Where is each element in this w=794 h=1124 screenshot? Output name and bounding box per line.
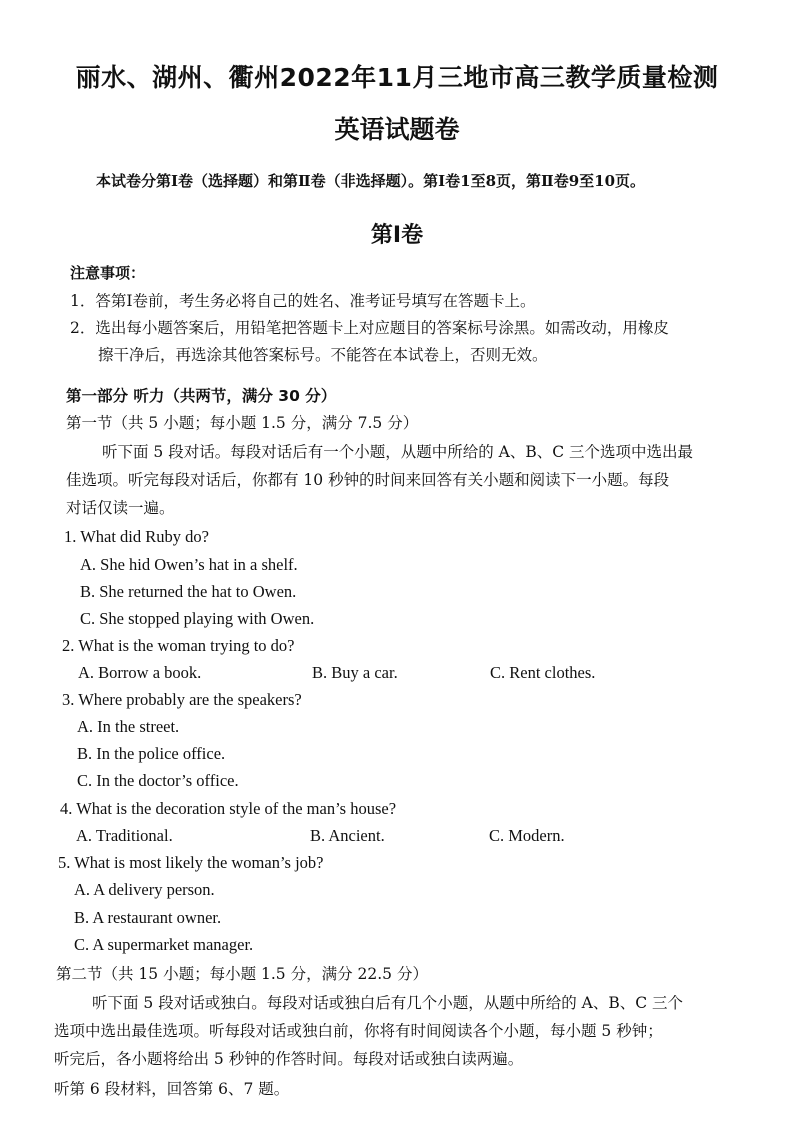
section2-instr-1: 听下面 5 段对话或独白。每段对话或独白后有几个小题，从题中所给的 A、B、C 三个: [92, 994, 684, 1012]
question-2-option-a: A. Borrow a book.: [78, 663, 202, 682]
question-4-option-c: C. Modern.: [489, 826, 565, 845]
part1-heading: 第一部分 听力（共两节，满分 30 分）: [66, 387, 337, 405]
notes-heading: 注意事项：: [70, 264, 146, 282]
notes-item-2-cont: 擦干净后，再选涂其他答案标号。不能答在本试卷上，否则无效。: [98, 346, 548, 364]
question-4-option-a: A. Traditional.: [76, 826, 173, 845]
question-1-option-b: B. She returned the hat to Owen.: [80, 582, 297, 601]
question-5-stem: 5. What is most likely the woman’s job?: [58, 853, 324, 872]
section1-instr-2: 佳选项。听完每段对话后，你都有 10 秒钟的时间来回答有关小题和阅读下一小题。每段: [66, 471, 670, 489]
section1-instr-1: 听下面 5 段对话。每段对话后有一个小题，从题中所给的 A、B、C 三个选项中选出最: [102, 443, 694, 461]
notes-item-1: 1．答第Ⅰ卷前，考生务必将自己的姓名、准考证号填写在答题卡上。: [70, 292, 536, 310]
question-3-option-b: B. In the police office.: [77, 744, 226, 763]
section2-instr-3: 听完后，各小题将给出 5 秒钟的作答时间。每段对话或独白读两遍。: [54, 1050, 524, 1068]
notes-item-2: 2．选出每小题答案后，用铅笔把答题卡上对应题目的答案标号涂黑。如需改动，用橡皮: [70, 319, 669, 337]
question-1-option-c: C. She stopped playing with Owen.: [80, 609, 315, 628]
question-2-option-c: C. Rent clothes.: [490, 663, 596, 682]
question-4-option-b: B. Ancient.: [310, 826, 385, 845]
material-6-instruction: 听第 6 段材料，回答第 6、7 题。: [54, 1080, 290, 1098]
question-2-stem: 2. What is the woman trying to do?: [62, 636, 295, 655]
question-3-stem: 3. Where probably are the speakers?: [62, 690, 302, 709]
question-4-stem: 4. What is the decoration style of the man’s house?: [60, 799, 397, 818]
question-1-option-a: A. She hid Owen’s hat in a shelf.: [80, 555, 298, 574]
exam-intro: 本试卷分第Ⅰ卷（选择题）和第Ⅱ卷（非选择题）。第Ⅰ卷1至8页，第Ⅱ卷9至10页。: [96, 172, 646, 190]
section2-instr-2: 选项中选出最佳选项。听每段对话或独白前，你将有时间阅读各个小题，每小题 5 秒钟；: [54, 1022, 663, 1040]
question-5-option-b: B. A restaurant owner.: [74, 908, 222, 927]
exam-subtitle: 英语试题卷: [334, 115, 460, 144]
question-1-stem: 1. What did Ruby do?: [64, 527, 209, 546]
section1-heading: 第一节（共 5 小题；每小题 1.5 分，满分 7.5 分）: [66, 414, 419, 432]
question-5-option-c: C. A supermarket manager.: [74, 935, 254, 954]
section1-instr-3: 对话仅读一遍。: [66, 499, 175, 517]
question-3-option-c: C. In the doctor’s office.: [77, 771, 239, 790]
section2-heading: 第二节（共 15 小题；每小题 1.5 分，满分 22.5 分）: [56, 965, 428, 983]
question-5-option-a: A. A delivery person.: [74, 880, 215, 899]
exam-title: 丽水、湖州、衢州2022年11月三地市高三教学质量检测: [75, 63, 719, 92]
question-2-option-b: B. Buy a car.: [312, 663, 398, 682]
question-3-option-a: A. In the street.: [77, 717, 180, 736]
volume-heading: 第Ⅰ卷: [370, 223, 424, 248]
